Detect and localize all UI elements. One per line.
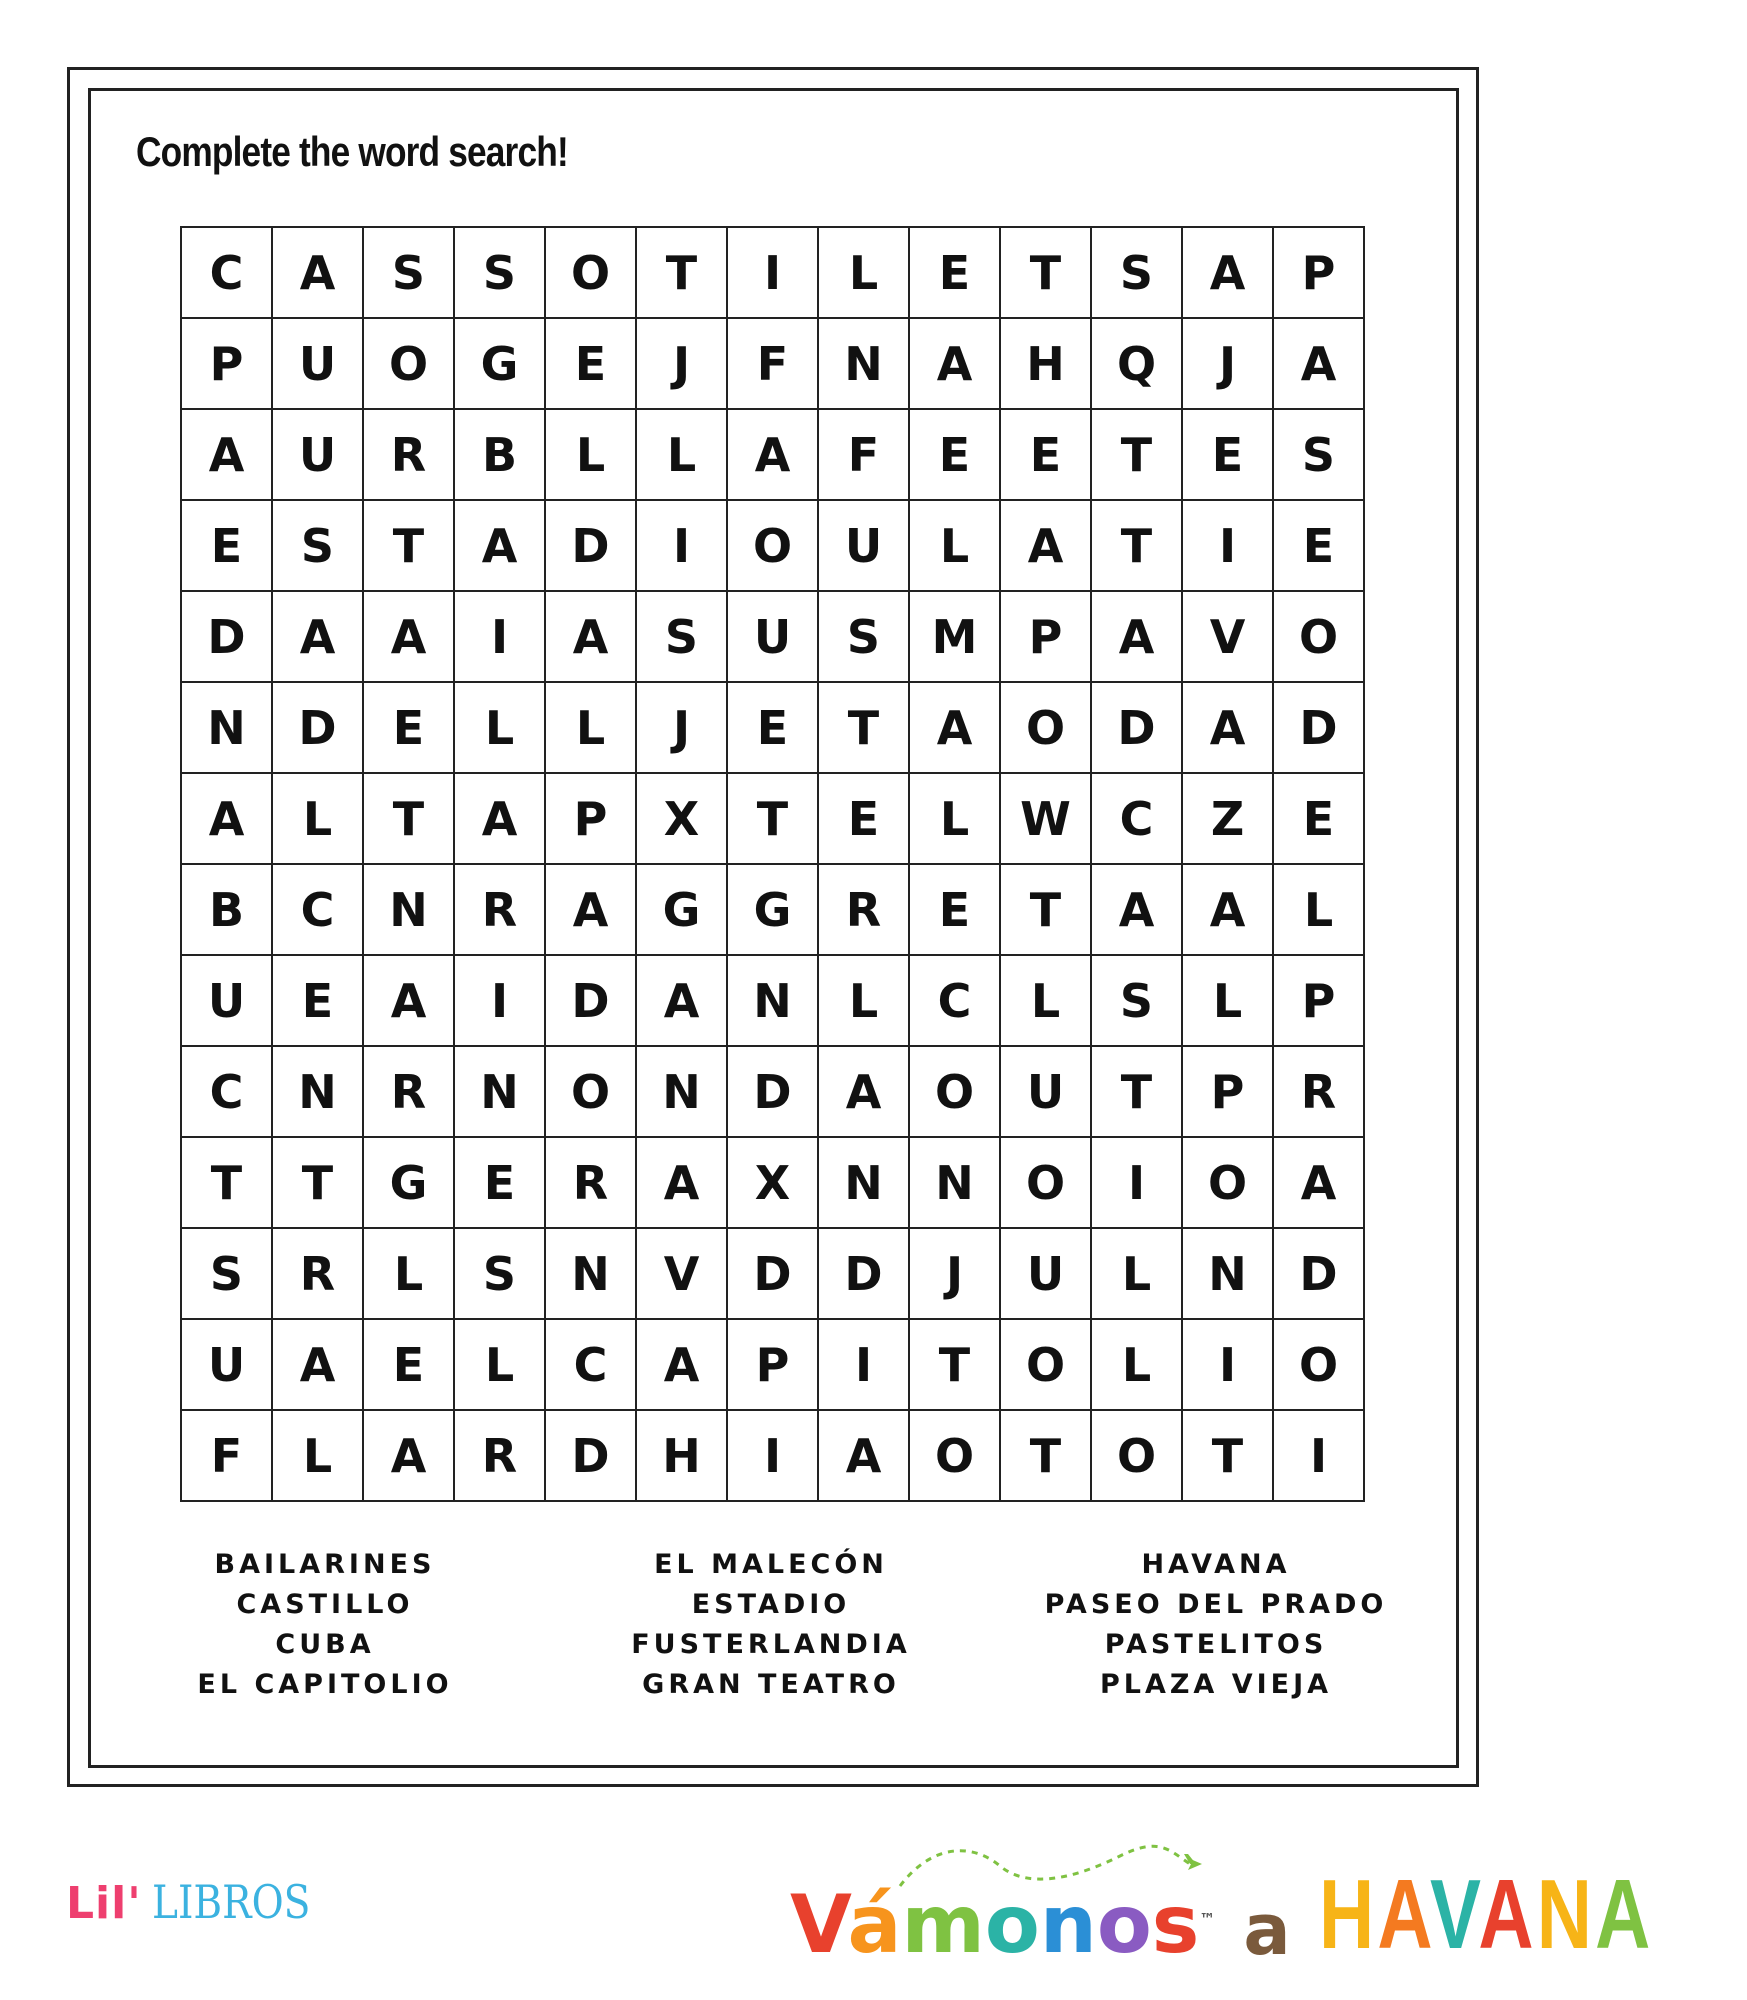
- grid-cell[interactable]: A: [910, 683, 1001, 774]
- grid-cell[interactable]: R: [364, 410, 455, 501]
- grid-cell[interactable]: T: [364, 774, 455, 865]
- grid-cell[interactable]: A: [910, 319, 1001, 410]
- grid-cell[interactable]: S: [819, 592, 910, 683]
- grid-cell[interactable]: A: [364, 956, 455, 1047]
- grid-cell[interactable]: G: [728, 865, 819, 956]
- grid-cell[interactable]: T: [1001, 1411, 1092, 1502]
- lil-libros-logo: [66, 1875, 338, 1929]
- grid-cell[interactable]: S: [1092, 228, 1183, 319]
- word-list-item: EL CAPITOLIO: [197, 1669, 453, 1700]
- grid-cell[interactable]: T: [1092, 501, 1183, 592]
- grid-cell[interactable]: A: [728, 410, 819, 501]
- grid-cell[interactable]: A: [455, 501, 546, 592]
- grid-cell[interactable]: I: [1274, 1411, 1365, 1502]
- word-list-item: PASTELITOS: [1104, 1629, 1328, 1660]
- grid-cell[interactable]: R: [273, 1229, 364, 1320]
- logo-havana-text: HAVANA: [1318, 1859, 1654, 1969]
- grid-cell[interactable]: X: [637, 774, 728, 865]
- grid-cell[interactable]: A: [1183, 228, 1274, 319]
- grid-cell[interactable]: E: [910, 228, 1001, 319]
- grid-cell[interactable]: P: [1274, 956, 1365, 1047]
- grid-cell[interactable]: O: [1092, 1411, 1183, 1502]
- grid-cell[interactable]: S: [1092, 956, 1183, 1047]
- grid-cell[interactable]: W: [1001, 774, 1092, 865]
- grid-cell[interactable]: O: [1183, 1138, 1274, 1229]
- grid-cell[interactable]: D: [1274, 1229, 1365, 1320]
- grid-cell[interactable]: I: [637, 501, 728, 592]
- grid-cell[interactable]: F: [819, 410, 910, 501]
- grid-cell[interactable]: T: [1001, 228, 1092, 319]
- grid-cell[interactable]: N: [546, 1229, 637, 1320]
- grid-cell[interactable]: G: [637, 865, 728, 956]
- grid-cell[interactable]: O: [910, 1047, 1001, 1138]
- grid-cell[interactable]: J: [1183, 319, 1274, 410]
- grid-cell[interactable]: I: [455, 592, 546, 683]
- grid-cell[interactable]: D: [728, 1229, 819, 1320]
- grid-cell[interactable]: O: [1001, 683, 1092, 774]
- grid-cell[interactable]: L: [637, 410, 728, 501]
- grid-cell[interactable]: A: [273, 1320, 364, 1411]
- grid-cell[interactable]: C: [182, 228, 273, 319]
- grid-cell[interactable]: N: [728, 956, 819, 1047]
- grid-cell[interactable]: U: [182, 956, 273, 1047]
- grid-cell[interactable]: E: [728, 683, 819, 774]
- grid-cell[interactable]: O: [546, 1047, 637, 1138]
- grid-cell[interactable]: R: [546, 1138, 637, 1229]
- grid-cell[interactable]: O: [364, 319, 455, 410]
- grid-cell[interactable]: A: [819, 1411, 910, 1502]
- grid-cell[interactable]: T: [364, 501, 455, 592]
- grid-cell[interactable]: A: [1274, 1138, 1365, 1229]
- grid-cell[interactable]: T: [910, 1320, 1001, 1411]
- grid-cell[interactable]: L: [1183, 956, 1274, 1047]
- grid-cell[interactable]: I: [455, 956, 546, 1047]
- grid-cell[interactable]: E: [364, 683, 455, 774]
- grid-cell[interactable]: A: [1183, 683, 1274, 774]
- grid-cell[interactable]: R: [364, 1047, 455, 1138]
- grid-cell[interactable]: E: [455, 1138, 546, 1229]
- grid-cell[interactable]: F: [728, 319, 819, 410]
- word-list-item: FUSTERLANDIA: [631, 1629, 911, 1660]
- grid-cell[interactable]: N: [910, 1138, 1001, 1229]
- word-list-item: GRAN TEATRO: [642, 1669, 900, 1700]
- grid-cell[interactable]: L: [1092, 1229, 1183, 1320]
- grid-cell[interactable]: L: [1092, 1320, 1183, 1411]
- grid-cell[interactable]: S: [182, 1229, 273, 1320]
- grid-cell[interactable]: N: [273, 1047, 364, 1138]
- grid-cell[interactable]: H: [1001, 319, 1092, 410]
- grid-cell[interactable]: A: [1274, 319, 1365, 410]
- grid-cell[interactable]: F: [182, 1411, 273, 1502]
- grid-cell[interactable]: G: [364, 1138, 455, 1229]
- grid-cell[interactable]: A: [455, 774, 546, 865]
- grid-cell[interactable]: U: [273, 410, 364, 501]
- grid-cell[interactable]: A: [273, 228, 364, 319]
- word-list-item: HAVANA: [1141, 1549, 1291, 1580]
- grid-cell[interactable]: P: [1274, 228, 1365, 319]
- grid-cell[interactable]: T: [1183, 1411, 1274, 1502]
- grid-cell[interactable]: P: [546, 774, 637, 865]
- word-list-column-1: [110, 1545, 540, 1705]
- grid-cell[interactable]: C: [182, 1047, 273, 1138]
- grid-cell[interactable]: S: [1274, 410, 1365, 501]
- grid-cell[interactable]: P: [1183, 1047, 1274, 1138]
- grid-cell[interactable]: L: [273, 1411, 364, 1502]
- word-list-item: PASEO DEL PRADO: [1044, 1589, 1388, 1620]
- grid-cell[interactable]: L: [910, 774, 1001, 865]
- grid-cell[interactable]: D: [273, 683, 364, 774]
- grid-cell[interactable]: U: [728, 592, 819, 683]
- grid-cell[interactable]: E: [910, 865, 1001, 956]
- grid-cell[interactable]: L: [455, 683, 546, 774]
- grid-cell[interactable]: L: [819, 228, 910, 319]
- grid-cell[interactable]: N: [637, 1047, 728, 1138]
- grid-cell[interactable]: E: [1274, 774, 1365, 865]
- grid-cell[interactable]: D: [546, 956, 637, 1047]
- grid-cell[interactable]: I: [819, 1320, 910, 1411]
- grid-cell[interactable]: T: [182, 1138, 273, 1229]
- grid-cell[interactable]: A: [182, 774, 273, 865]
- grid-cell[interactable]: Q: [1092, 319, 1183, 410]
- grid-cell[interactable]: O: [1001, 1320, 1092, 1411]
- grid-cell[interactable]: E: [819, 774, 910, 865]
- grid-cell[interactable]: X: [728, 1138, 819, 1229]
- grid-cell[interactable]: A: [182, 410, 273, 501]
- grid-cell[interactable]: A: [637, 1320, 728, 1411]
- grid-cell[interactable]: D: [819, 1229, 910, 1320]
- grid-cell[interactable]: J: [637, 319, 728, 410]
- grid-cell[interactable]: V: [637, 1229, 728, 1320]
- grid-cell[interactable]: C: [546, 1320, 637, 1411]
- grid-cell[interactable]: L: [819, 956, 910, 1047]
- logo-connector-text: a: [1243, 1889, 1291, 1971]
- grid-cell[interactable]: E: [546, 319, 637, 410]
- grid-cell[interactable]: O: [1274, 592, 1365, 683]
- grid-cell[interactable]: D: [546, 501, 637, 592]
- grid-cell[interactable]: L: [546, 683, 637, 774]
- grid-cell[interactable]: D: [1274, 683, 1365, 774]
- grid-cell[interactable]: O: [1001, 1138, 1092, 1229]
- grid-cell[interactable]: R: [819, 865, 910, 956]
- grid-cell[interactable]: U: [1001, 1047, 1092, 1138]
- grid-cell[interactable]: L: [273, 774, 364, 865]
- grid-cell[interactable]: L: [364, 1229, 455, 1320]
- grid-cell[interactable]: S: [364, 228, 455, 319]
- word-list-item: CUBA: [275, 1629, 375, 1660]
- grid-cell[interactable]: N: [819, 1138, 910, 1229]
- logo-vamonos-text: Vámonos™: [790, 1878, 1216, 1971]
- grid-cell[interactable]: S: [273, 501, 364, 592]
- grid-cell[interactable]: I: [1183, 501, 1274, 592]
- grid-cell[interactable]: U: [819, 501, 910, 592]
- grid-cell[interactable]: R: [455, 865, 546, 956]
- grid-cell[interactable]: I: [728, 228, 819, 319]
- grid-cell[interactable]: L: [1001, 956, 1092, 1047]
- grid-cell[interactable]: U: [182, 1320, 273, 1411]
- grid-cell[interactable]: T: [819, 683, 910, 774]
- grid-cell[interactable]: E: [910, 410, 1001, 501]
- grid-cell[interactable]: T: [1092, 1047, 1183, 1138]
- grid-cell[interactable]: N: [455, 1047, 546, 1138]
- grid-cell[interactable]: E: [1001, 410, 1092, 501]
- grid-cell[interactable]: U: [1001, 1229, 1092, 1320]
- grid-cell[interactable]: A: [637, 956, 728, 1047]
- grid-cell[interactable]: N: [182, 683, 273, 774]
- grid-cell[interactable]: A: [1092, 865, 1183, 956]
- grid-cell[interactable]: A: [364, 592, 455, 683]
- grid-cell[interactable]: E: [182, 501, 273, 592]
- word-list-column-2: [556, 1545, 986, 1705]
- grid-cell[interactable]: Z: [1183, 774, 1274, 865]
- grid-cell[interactable]: O: [910, 1411, 1001, 1502]
- grid-cell[interactable]: R: [1274, 1047, 1365, 1138]
- grid-cell[interactable]: M: [910, 592, 1001, 683]
- word-list-item: CASTILLO: [236, 1589, 414, 1620]
- grid-cell[interactable]: O: [728, 501, 819, 592]
- word-list-column-3: [1001, 1545, 1431, 1705]
- grid-cell[interactable]: C: [910, 956, 1001, 1047]
- grid-cell[interactable]: B: [182, 865, 273, 956]
- grid-cell[interactable]: H: [637, 1411, 728, 1502]
- grid-cell[interactable]: O: [546, 228, 637, 319]
- grid-cell[interactable]: T: [1001, 865, 1092, 956]
- grid-cell[interactable]: O: [1274, 1320, 1365, 1411]
- logo-libros-text: LIBROS: [151, 1875, 311, 1929]
- grid-cell[interactable]: J: [910, 1229, 1001, 1320]
- grid-cell[interactable]: D: [546, 1411, 637, 1502]
- grid-cell[interactable]: L: [1274, 865, 1365, 956]
- logo-lil-text: Lil': [66, 1878, 142, 1929]
- grid-cell[interactable]: L: [455, 1320, 546, 1411]
- grid-cell[interactable]: A: [819, 1047, 910, 1138]
- grid-cell[interactable]: S: [637, 592, 728, 683]
- grid-cell[interactable]: C: [1092, 774, 1183, 865]
- grid-cell[interactable]: E: [364, 1320, 455, 1411]
- grid-cell[interactable]: I: [1092, 1138, 1183, 1229]
- word-list-item: ESTADIO: [691, 1589, 851, 1620]
- word-list-item: EL MALECÓN: [654, 1549, 888, 1580]
- grid-cell[interactable]: D: [182, 592, 273, 683]
- grid-cell[interactable]: A: [546, 865, 637, 956]
- grid-cell[interactable]: D: [728, 1047, 819, 1138]
- grid-cell[interactable]: C: [273, 865, 364, 956]
- grid-cell[interactable]: A: [1001, 501, 1092, 592]
- page-heading: Complete the word search!: [136, 128, 568, 175]
- grid-cell[interactable]: E: [1274, 501, 1365, 592]
- grid-cell[interactable]: P: [1001, 592, 1092, 683]
- grid-cell[interactable]: T: [1092, 410, 1183, 501]
- grid-cell[interactable]: A: [273, 592, 364, 683]
- grid-cell[interactable]: A: [1183, 865, 1274, 956]
- grid-cell[interactable]: A: [364, 1411, 455, 1502]
- grid-cell[interactable]: T: [637, 228, 728, 319]
- grid-cell[interactable]: N: [364, 865, 455, 956]
- grid-cell[interactable]: V: [1183, 592, 1274, 683]
- word-list-item: BAILARINES: [214, 1549, 436, 1580]
- grid-cell[interactable]: D: [1092, 683, 1183, 774]
- grid-cell[interactable]: R: [455, 1411, 546, 1502]
- grid-cell[interactable]: L: [910, 501, 1001, 592]
- grid-cell[interactable]: T: [728, 774, 819, 865]
- grid-cell[interactable]: E: [273, 956, 364, 1047]
- grid-cell[interactable]: A: [546, 592, 637, 683]
- grid-cell[interactable]: S: [455, 228, 546, 319]
- grid-cell[interactable]: N: [819, 319, 910, 410]
- grid-cell[interactable]: N: [1183, 1229, 1274, 1320]
- grid-cell[interactable]: E: [1183, 410, 1274, 501]
- grid-cell[interactable]: J: [637, 683, 728, 774]
- grid-cell[interactable]: A: [1092, 592, 1183, 683]
- vamonos-title-row: [790, 1858, 1747, 1971]
- grid-cell[interactable]: P: [182, 319, 273, 410]
- word-search-grid: [180, 226, 1365, 1502]
- grid-cell[interactable]: L: [546, 410, 637, 501]
- grid-cell[interactable]: U: [273, 319, 364, 410]
- grid-cell[interactable]: A: [637, 1138, 728, 1229]
- grid-cell[interactable]: S: [455, 1229, 546, 1320]
- grid-cell[interactable]: T: [273, 1138, 364, 1229]
- grid-cell[interactable]: G: [455, 319, 546, 410]
- word-list-item: PLAZA VIEJA: [1099, 1669, 1333, 1700]
- grid-cell[interactable]: B: [455, 410, 546, 501]
- grid-cell[interactable]: I: [728, 1411, 819, 1502]
- grid-cell[interactable]: I: [1183, 1320, 1274, 1411]
- grid-cell[interactable]: P: [728, 1320, 819, 1411]
